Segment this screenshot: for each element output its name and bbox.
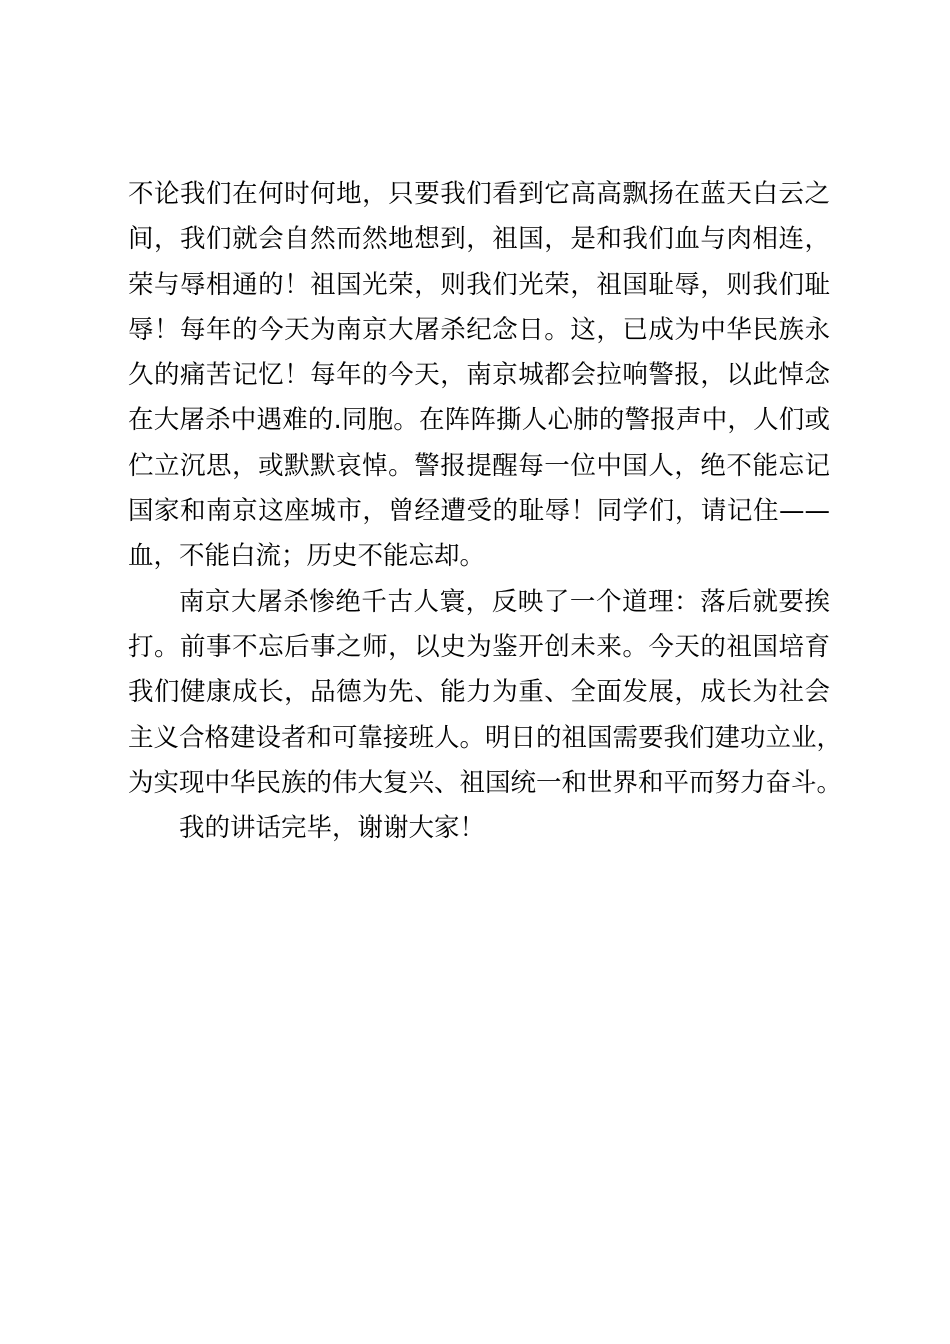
document-body xyxy=(128,172,843,851)
text-line: 我们健康成长，品德为先、能力为重、全面发展，成长为社会 xyxy=(128,677,830,708)
text-line: 不论我们在何时何地，只要我们看到它高高飘扬在蓝天白云之 xyxy=(128,179,830,209)
text-line: 间，我们就会自然而然地想到，祖国，是和我们血与肉相连， xyxy=(128,224,830,255)
text-line: 南京大屠杀惨绝千古人寰，反映了一个道理：落后就要挨 xyxy=(179,586,830,617)
text-line: 血，不能白流；历史不能忘却。 xyxy=(128,541,486,572)
text-line: 辱！每年的今天为南京大屠杀纪念日。这，已成为中华民族永 xyxy=(128,314,830,345)
paragraph-2 xyxy=(128,580,843,806)
paragraph-3 xyxy=(128,806,830,851)
text-line: 在大屠杀中遇难的.同胞。在阵阵撕人心肺的警报声中，人们或 xyxy=(128,405,830,436)
text-line: 国家和南京这座城市，曾经遭受的耻辱！同学们，请记住—— xyxy=(128,496,830,527)
text-line: 荣与辱相通的！祖国光荣，则我们光荣，祖国耻辱，则我们耻 xyxy=(128,269,830,300)
text-line: 主义合格建设者和可靠接班人。明日的祖国需要我们建功立业， xyxy=(128,722,843,753)
text-line: 久的痛苦记忆！每年的今天，南京城都会拉响警报，以此悼念 xyxy=(128,360,830,391)
closing-line: 我的讲话完毕，谢谢大家！ xyxy=(179,813,486,844)
text-line: 伫立沉思，或默默哀悼。警报提醒每一位中国人，绝不能忘记 xyxy=(128,450,830,481)
text-line: 打。前事不忘后事之师，以史为鉴开创未来。今天的祖国培育 xyxy=(128,631,830,662)
paragraph-1 xyxy=(128,172,830,580)
text-line: 为实现中华民族的伟大复兴、祖国统一和世界和平而努力奋斗。 xyxy=(128,767,843,798)
